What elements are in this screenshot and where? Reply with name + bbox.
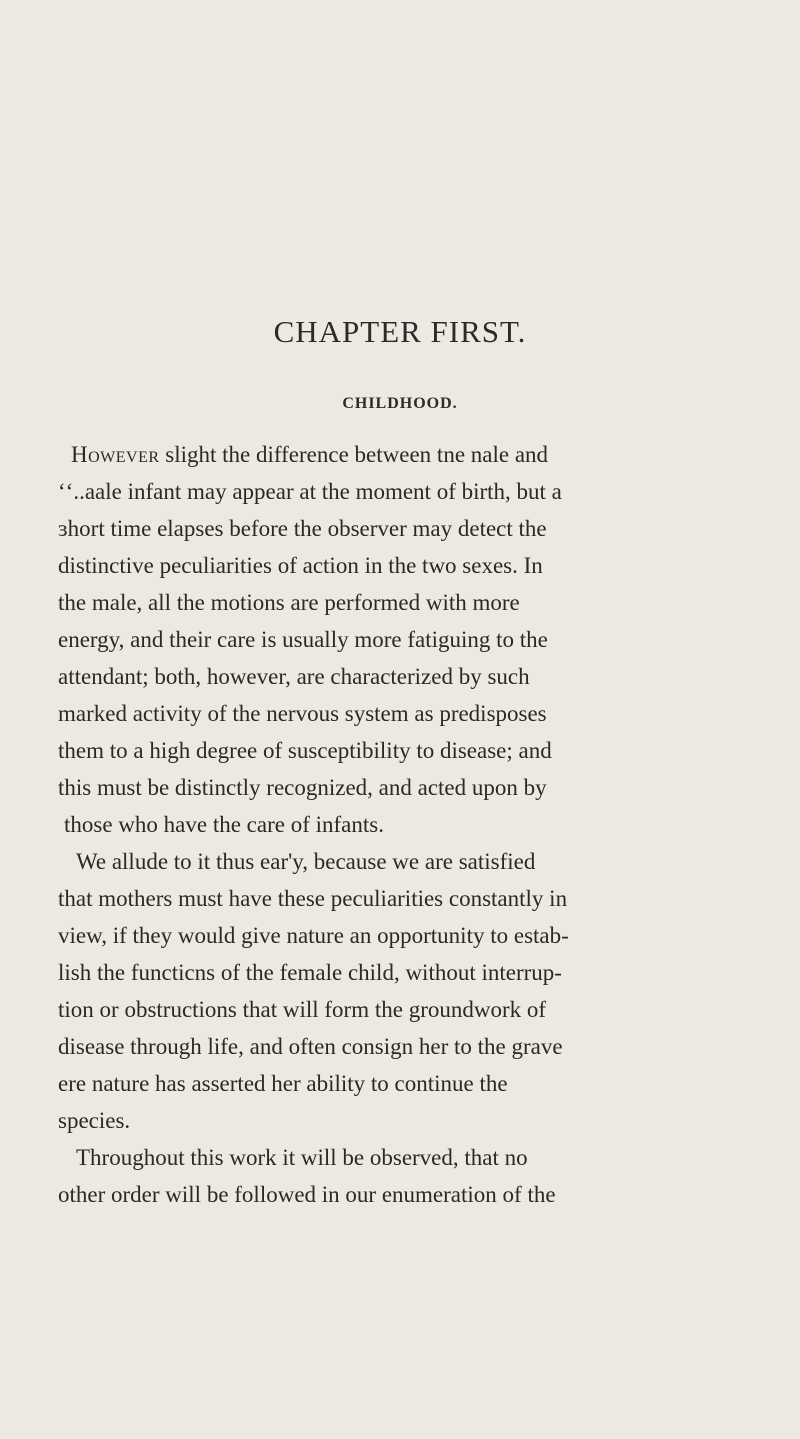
text-line: species. — [58, 1108, 131, 1133]
section-title: CHILDHOOD. — [342, 395, 458, 412]
line-text: slight the difference between tne nale and — [159, 442, 549, 467]
text-line: the male, all the motions are performed with more — [58, 590, 520, 615]
text-line: distinctive peculiarities of action in the two sexes. In — [58, 553, 543, 578]
text-line: lish the functicns of the female child, without interrup- — [58, 960, 562, 985]
text-line: this must be distinctly recognized, and acted upon by — [58, 775, 547, 800]
text-line: ʻʻ..aale infant may appear at the moment of birth, but a — [58, 479, 562, 504]
text-line: marked activity of the nervous system as predisposes — [58, 701, 547, 726]
text-line — [71, 436, 548, 473]
text-line: those who have the care of infants. — [64, 812, 384, 837]
chapter-title: CHAPTER FIRST. — [273, 314, 527, 349]
text-line: disease through life, and often consign her to the grave — [58, 1034, 563, 1059]
text-line: energy, and their care is usually more fatiguing to the — [58, 627, 548, 652]
text-line: that mothers must have these peculiarities constantly in — [58, 886, 568, 911]
text-line: them to a high degree of susceptibility to disease; and — [58, 738, 552, 763]
text-line: Throughout this work it will be observed, that no — [76, 1145, 528, 1170]
text-line: view, if they would give nature an opportunity to estab- — [58, 923, 569, 948]
text-line: other order will be followed in our enumeration of the — [58, 1182, 556, 1207]
text-line: ɜhort time elapses before the observer may detect the — [58, 516, 547, 541]
text-line: attendant; both, however, are characterized by such — [58, 664, 530, 689]
text-line: tion or obstructions that will form the groundwork of — [58, 997, 547, 1022]
lead-word: However — [71, 442, 160, 467]
text-line: ere nature has asserted her ability to continue the — [58, 1071, 508, 1096]
text-line: We allude to it thus ear'y, because we are satisfied — [76, 849, 536, 874]
